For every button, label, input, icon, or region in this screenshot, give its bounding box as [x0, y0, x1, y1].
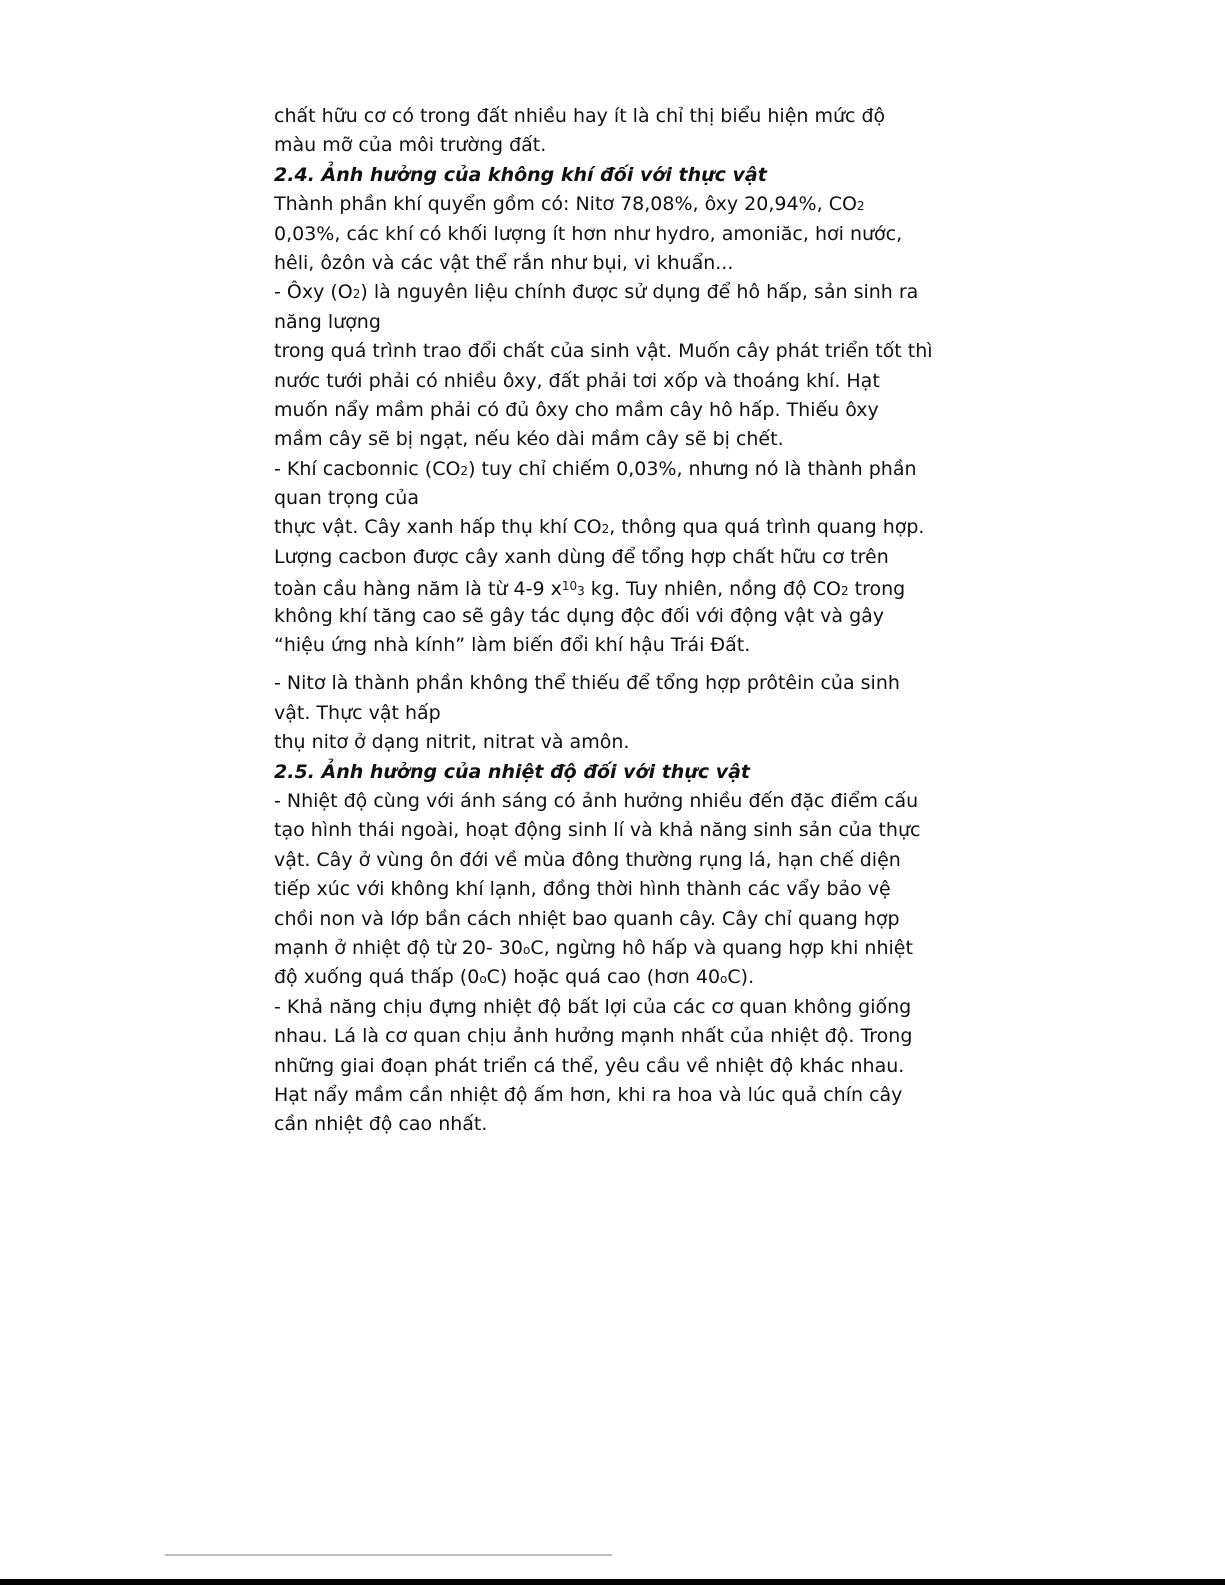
text-line: năng lượng [274, 310, 381, 333]
text-line: thực vật. Cây xanh hấp thụ khí CO2, thông qua quá trình quang hợp. [274, 516, 925, 539]
text-line: hêli, ôzôn và các vật thể rắn như bụi, vi khuẩn... [274, 251, 734, 274]
temperature-tolerance-paragraph [274, 993, 974, 1140]
text-line: tạo hình thái ngoài, hoạt động sinh lí và khả năng sinh sản của thực [274, 819, 921, 842]
text-line: Hạt nẩy mầm cần nhiệt độ ấm hơn, khi ra hoa và lúc quả chín cây [274, 1083, 903, 1106]
text-line: Lượng cacbon được cây xanh dùng để tổng hợp chất hữu cơ trên [274, 545, 889, 568]
text-line: quan trọng của [274, 487, 419, 510]
text-line: Thành phần khí quyển gồm có: Nitơ 78,08%, ôxy 20,94%, CO2 [274, 193, 865, 216]
text-line: chất hữu cơ có trong đất nhiều hay ít là chỉ thị biểu hiện mức độ [274, 105, 886, 127]
intro-paragraph [274, 102, 974, 161]
text-line: chồi non và lớp bần cách nhiệt bao quanh cây. Cây chỉ quang hợp [274, 907, 900, 930]
text-line: vật. Thực vật hấp [274, 701, 441, 724]
text-line: mầm cây sẽ bị ngạt, nếu kéo dài mầm cây sẽ bị chết. [274, 428, 784, 451]
carbon-dioxide-paragraph [274, 455, 974, 661]
text-line: độ xuống quá thấp (0oC) hoặc quá cao (hơn 40oC). [274, 966, 755, 989]
text-line: muốn nẩy mầm phải có đủ ôxy cho mầm cây hô hấp. Thiếu ôxy [274, 398, 879, 421]
text-line: cần nhiệt độ cao nhất. [274, 1113, 488, 1136]
section-heading-2-4: 2.4. Ảnh hưởng của không khí đối với thực vật [274, 163, 767, 186]
text-line: không khí tăng cao sẽ gây tác dụng độc đối với động vật và gây [274, 604, 885, 627]
text-line: trong quá trình trao đổi chất của sinh vật. Muốn cây phát triển tốt thì [274, 340, 933, 363]
text-line: “hiệu ứng nhà kính” làm biến đổi khí hậu Trái Đất. [274, 634, 751, 657]
paragraph-gap [274, 660, 974, 669]
text-line: 0,03%, các khí có khối lượng ít hơn như hydro, amoniăc, hơi nước, [274, 222, 903, 245]
page-bottom-edge [0, 1579, 1225, 1585]
text-line: mạnh ở nhiệt độ từ 20- 30oC, ngừng hô hấp và quang hợp khi nhiệt [274, 936, 913, 959]
atmosphere-composition-paragraph [274, 190, 974, 278]
text-line: - Nitơ là thành phần không thể thiếu để tổng hợp prôtêin của sinh [274, 672, 900, 695]
text-line: - Ôxy (O2) là nguyên liệu chính được sử dụng để hô hấp, sản sinh ra [274, 281, 919, 304]
text-line: vật. Cây ở vùng ôn đới về mùa đông thường rụng lá, hạn chế diện [274, 848, 901, 871]
document-body [274, 102, 974, 1140]
text-line: tiếp xúc với không khí lạnh, đồng thời hình thành các vẩy bảo vệ [274, 878, 891, 901]
oxygen-paragraph [274, 278, 974, 454]
temperature-paragraph [274, 787, 974, 993]
text-line: - Khả năng chịu đựng nhiệt độ bất lợi của các cơ quan không giống [274, 995, 912, 1018]
text-line: nước tưới phải có nhiều ôxy, đất phải tơi xốp và thoáng khí. Hạt [274, 369, 880, 392]
text-line: thụ nitơ ở dạng nitrit, nitrat và amôn. [274, 731, 630, 754]
text-line: toàn cầu hàng năm là từ 4-9 $x^{10}3$ kg. Tuy nhiên, nồng độ CO2 trong [274, 578, 906, 601]
text-line: - Nhiệt độ cùng với ánh sáng có ảnh hưởng nhiều đến đặc điểm cấu [274, 789, 919, 812]
nitrogen-paragraph [274, 669, 974, 757]
text-line: những giai đoạn phát triển cá thể, yêu cầu về nhiệt độ khác nhau. [274, 1054, 905, 1077]
text-line: màu mỡ của môi trường đất. [274, 134, 547, 157]
text-line: - Khí cacbonnic (CO2) tuy chỉ chiếm 0,03%, nhưng nó là thành phần [274, 457, 917, 480]
footnote-divider [165, 1554, 612, 1556]
section-heading-2-5: 2.5. Ảnh hưởng của nhiệt độ đối với thực vật [274, 760, 751, 783]
text-line: nhau. Lá là cơ quan chịu ảnh hưởng mạnh nhất của nhiệt độ. Trong [274, 1025, 913, 1048]
